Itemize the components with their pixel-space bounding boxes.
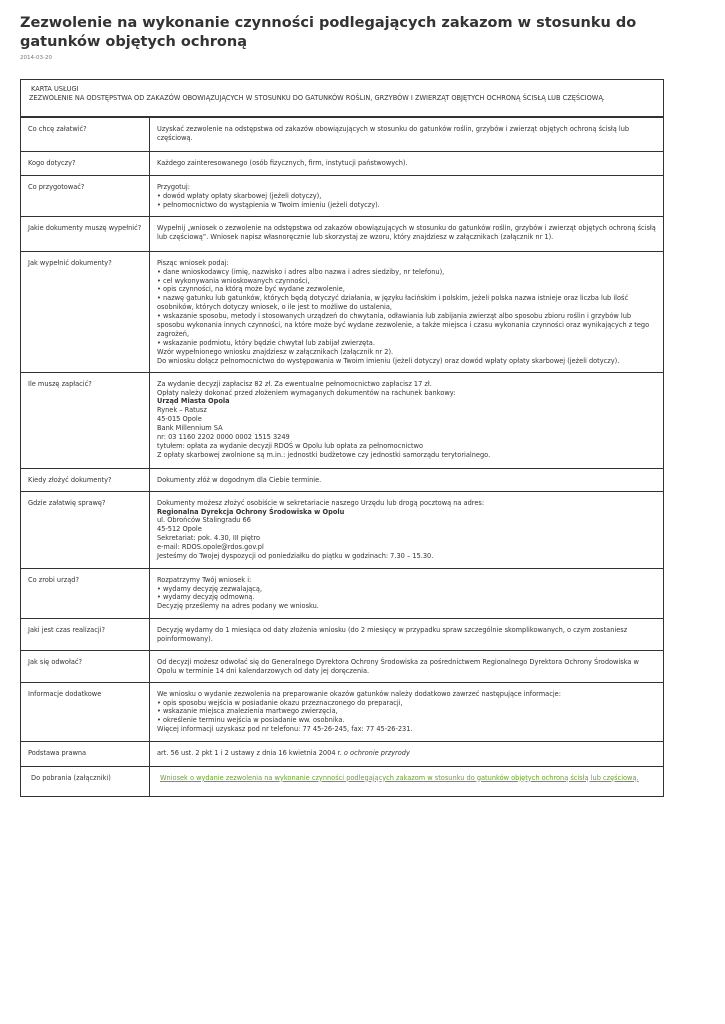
service-info-table: [20, 117, 664, 797]
answer-line: Uzyskać zezwolenie na odstępstwa od zakazów obowiązujących w stosunku do gatunków roślin, grzybów i zwierząt objętych ochroną ścisłą lub częściową.: [157, 125, 630, 142]
answer-line: • cel wykonywania wnioskowanych czynności,: [157, 276, 310, 285]
row-question: Informacje dodatkowe: [21, 682, 150, 741]
row-question: Co przygotować?: [21, 176, 150, 217]
row-question: Jakie dokumenty muszę wypełnić?: [21, 216, 150, 251]
table-row-informacje-dodatkowe: [21, 682, 664, 741]
publication-date: 2014-03-20: [20, 55, 52, 61]
row-question: Jaki jest czas realizacji?: [21, 618, 150, 650]
answer-line: Rynek – Ratusz: [157, 406, 207, 415]
row-question: Co chcę załatwić?: [21, 118, 150, 152]
row-question: Podstawa prawna: [21, 741, 150, 766]
answer-line: Pisząc wniosek podaj:: [157, 258, 229, 267]
table-row-gdzie-zalatwie: [21, 491, 664, 568]
answer-line: Jesteśmy do Twojej dyspozycji od poniedziałku do piątku w godzinach: 7.30 – 15.30.: [157, 552, 434, 561]
table-row-jak-sie-odwolac: [21, 650, 664, 682]
row-question: Ile muszę zapłacić?: [21, 372, 150, 468]
row-answer: [150, 618, 664, 650]
answer-line: Opłaty należy dokonać przed złożeniem wymaganych dokumentów na rachunek bankowy:: [157, 388, 456, 397]
answer-line: • wskazanie miejsca znalezienia martwego zwierzęcia,: [157, 707, 338, 716]
table-row-jak-wypelnic: [21, 251, 664, 372]
answer-line: Za wydanie decyzji zapłacisz 82 zł. Za ewentualne pełnomocnictwo zapłacisz 17 zł.: [157, 379, 432, 388]
row-answer: [150, 766, 664, 796]
answer-line: Przygotuj:: [157, 183, 190, 191]
answer-line: Z opłaty skarbowej zwolnione są m.in.: jednostki budżetowe czy jednostki samorządu terytorialnego.: [157, 450, 491, 459]
answer-line: tytułem: opłata za wydanie decyzji RDOŚ w Opolu lub opłata za pełnomocnictwo: [157, 441, 423, 450]
row-answer: [150, 152, 664, 176]
row-answer: [150, 176, 664, 217]
answer-line: • dane wnioskodawcy (imię, nazwisko i adres albo nazwa i adres siedziby, nr telefonu),: [157, 267, 445, 276]
answer-line: • wskazanie podmiotu, który będzie chwytał lub zabijał zwierzęta.: [157, 338, 375, 347]
answer-line: Bank Millennium SA: [157, 424, 223, 433]
row-answer: [150, 650, 664, 682]
answer-line: Każdego zainteresowanego (osób fizycznych, firm, instytucji państwowych).: [157, 159, 408, 167]
attachment-link[interactable]: Wniosek o wydanie zezwolenia na wykonanie czynności podlegających zakazom w stosunku do gatunków objętych ochroną ścisłą lub częściową.: [160, 773, 639, 782]
row-question: Co zrobi urząd?: [21, 568, 150, 618]
answer-line: Dokumenty możesz złożyć osobiście w sekretariacie naszego Urzędu lub drogą pocztową na adres:: [157, 498, 485, 507]
answer-line: • dowód wpłaty opłaty skarbowej (jeżeli dotyczy),: [157, 191, 322, 200]
row-answer: [150, 741, 664, 766]
answer-line: • nazwę gatunku lub gatunków, których będą dotyczyć działania, w języku łacińskim i polskim, jeżeli polska nazwa istnieje oraz liczba lub ilość osobników, których dotyczy wniosek, o ile jest to możliwe do ustalenia,: [157, 294, 629, 312]
row-question: Kiedy złożyć dokumenty?: [21, 468, 150, 491]
answer-line: Więcej informacji uzyskasz pod nr telefonu: 77 45-26-245, fax: 77 45-26-231.: [157, 725, 413, 734]
row-question: Jak się odwołać?: [21, 650, 150, 682]
answer-line: nr: 03 1160 2202 0000 0002 1515 3249: [157, 433, 290, 442]
row-answer: [150, 372, 664, 468]
table-row-czas-realizacji: [21, 618, 664, 650]
card-subtitle: ZEZWOLENIE NA ODSTĘPSTWA OD ZAKAZÓW OBOWIĄZUJĄCYCH W STOSUNKU DO GATUNKÓW ROŚLIN, GRZYBÓW I ZWIERZĄT OBJĘTYCH OCHRONĄ ŚCISŁĄ LUB CZĘŚCIOWĄ.: [29, 94, 605, 102]
answer-line: Sekretariat: pok. 4.30, III piętro: [157, 534, 261, 543]
table-row-legal-basis: [21, 741, 664, 766]
row-question: Jak wypełnić dokumenty?: [21, 251, 150, 372]
row-question: Do pobrania (załączniki): [21, 766, 150, 796]
legal-basis-text: art. 56 ust. 2 pkt 1 i 2 ustawy z dnia 16 kwietnia 2004 r.: [157, 748, 344, 757]
answer-line: 45-015 Opole: [157, 415, 202, 424]
answer-line: • wydamy decyzję zezwalającą,: [157, 584, 263, 593]
answer-line: Rozpatrzymy Twój wniosek i:: [157, 575, 252, 584]
card-label: KARTA USŁUGI: [31, 85, 79, 93]
answer-line: • określenie terminu wejścia w posiadanie ww. osobnika.: [157, 716, 345, 725]
table-row-kiedy-zlozyc: [21, 468, 664, 491]
row-question: Kogo dotyczy?: [21, 152, 150, 176]
answer-line: Wypełnij „wniosek o zezwolenie na odstępstwa od zakazów obowiązujących w stosunku do gatunków roślin, grzybów i zwierząt objętych ochroną ścisłą lub częściową”. Wniosek napisz własnoręcznie lub skorzystaj ze wzoru, który znajdziesz w załącznikach (załącznik nr 1).: [157, 223, 656, 241]
answer-line: Decyzję prześlemy na adres podany we wniosku.: [157, 602, 319, 611]
table-row-jakie-dokumenty: [21, 216, 664, 251]
table-row-co-przygotowac: [21, 176, 664, 217]
page-title: Zezwolenie na wykonanie czynności podlegających zakazom w stosunku do gatunków objętych ochroną: [20, 15, 637, 50]
answer-line: • opis sposobu wejścia w posiadanie okazu przeznaczonego do preparacji,: [157, 698, 403, 707]
legal-basis-act-title: o ochronie przyrody: [343, 748, 410, 757]
answer-line: Od decyzji możesz odwołać się do Generalnego Dyrektora Ochrony Środowiska za pośrednictwem Regionalnego Dyrektora Ochrony Środowiska w Opolu w terminie 14 dni kalendarzowych od daty jej doręczenia.: [157, 657, 639, 675]
answer-line: Wzór wypełnionego wniosku znajdziesz w załącznikach (załącznik nr 2).: [157, 347, 394, 356]
answer-line: ul. Obrońców Stalingradu 66: [157, 516, 251, 525]
answer-line: Dokumenty złóż w dogodnym dla Ciebie terminie.: [157, 475, 322, 484]
answer-line: Regionalna Dyrekcja Ochrony Środowiska w Opolu: [157, 507, 345, 516]
table-row-attachments: [21, 766, 664, 796]
row-answer: [150, 216, 664, 251]
row-answer: [150, 118, 664, 152]
answer-line: • opis czynności, na którą może być wydane zezwolenie,: [157, 285, 345, 294]
row-answer: [150, 491, 664, 568]
answer-line: • wskazanie sposobu, metody i stosowanych urządzeń do chwytania, odławiania lub zabijania zwierząt albo sposobu zbioru roślin i grzybów lub sposobu wykonania innych czynności, na które może być wydane zezwolenie, a także miejsca i czasu wykonania czynności oraz wynikających z tego zagrożeń,: [157, 312, 650, 338]
table-row-ile-zaplacic: [21, 372, 664, 468]
table-row-co-zrobi-urzad: [21, 568, 664, 618]
row-question: Gdzie załatwię sprawę?: [21, 491, 150, 568]
row-answer: [150, 682, 664, 741]
answer-line: Do wniosku dołącz pełnomocnictwo do występowania w Twoim imieniu (jeżeli dotyczy) oraz dowód wpłaty opłaty skarbowej (jeżeli dotyczy).: [157, 356, 620, 365]
service-card-header: [20, 79, 664, 117]
table-row-kogo-dotyczy: [21, 152, 664, 176]
answer-line: • pełnomocnictwo do wystąpienia w Twoim imieniu (jeżeli dotyczy).: [157, 200, 380, 209]
answer-line: e-mail: RDOS.opole@rdos.gov.pl: [157, 543, 264, 552]
answer-line: 45-512 Opole: [157, 525, 202, 534]
row-answer: [150, 251, 664, 372]
answer-line: Decyzję wydamy do 1 miesiąca od daty złożenia wniosku (do 2 miesięcy w przypadku spraw szczególnie skomplikowanych, o czym zostaniesz poinformowany).: [157, 625, 628, 643]
answer-line: • wydamy decyzję odmowną.: [157, 593, 255, 602]
row-answer: [150, 568, 664, 618]
table-row-co-chce-zalatwic: [21, 118, 664, 152]
row-answer: [150, 468, 664, 491]
answer-line: Urząd Miasta Opola: [157, 397, 230, 406]
answer-line: We wniosku o wydanie zezwolenia na preparowanie okazów gatunków należy dodatkowo zawrzeć następujące informacje:: [157, 689, 561, 698]
